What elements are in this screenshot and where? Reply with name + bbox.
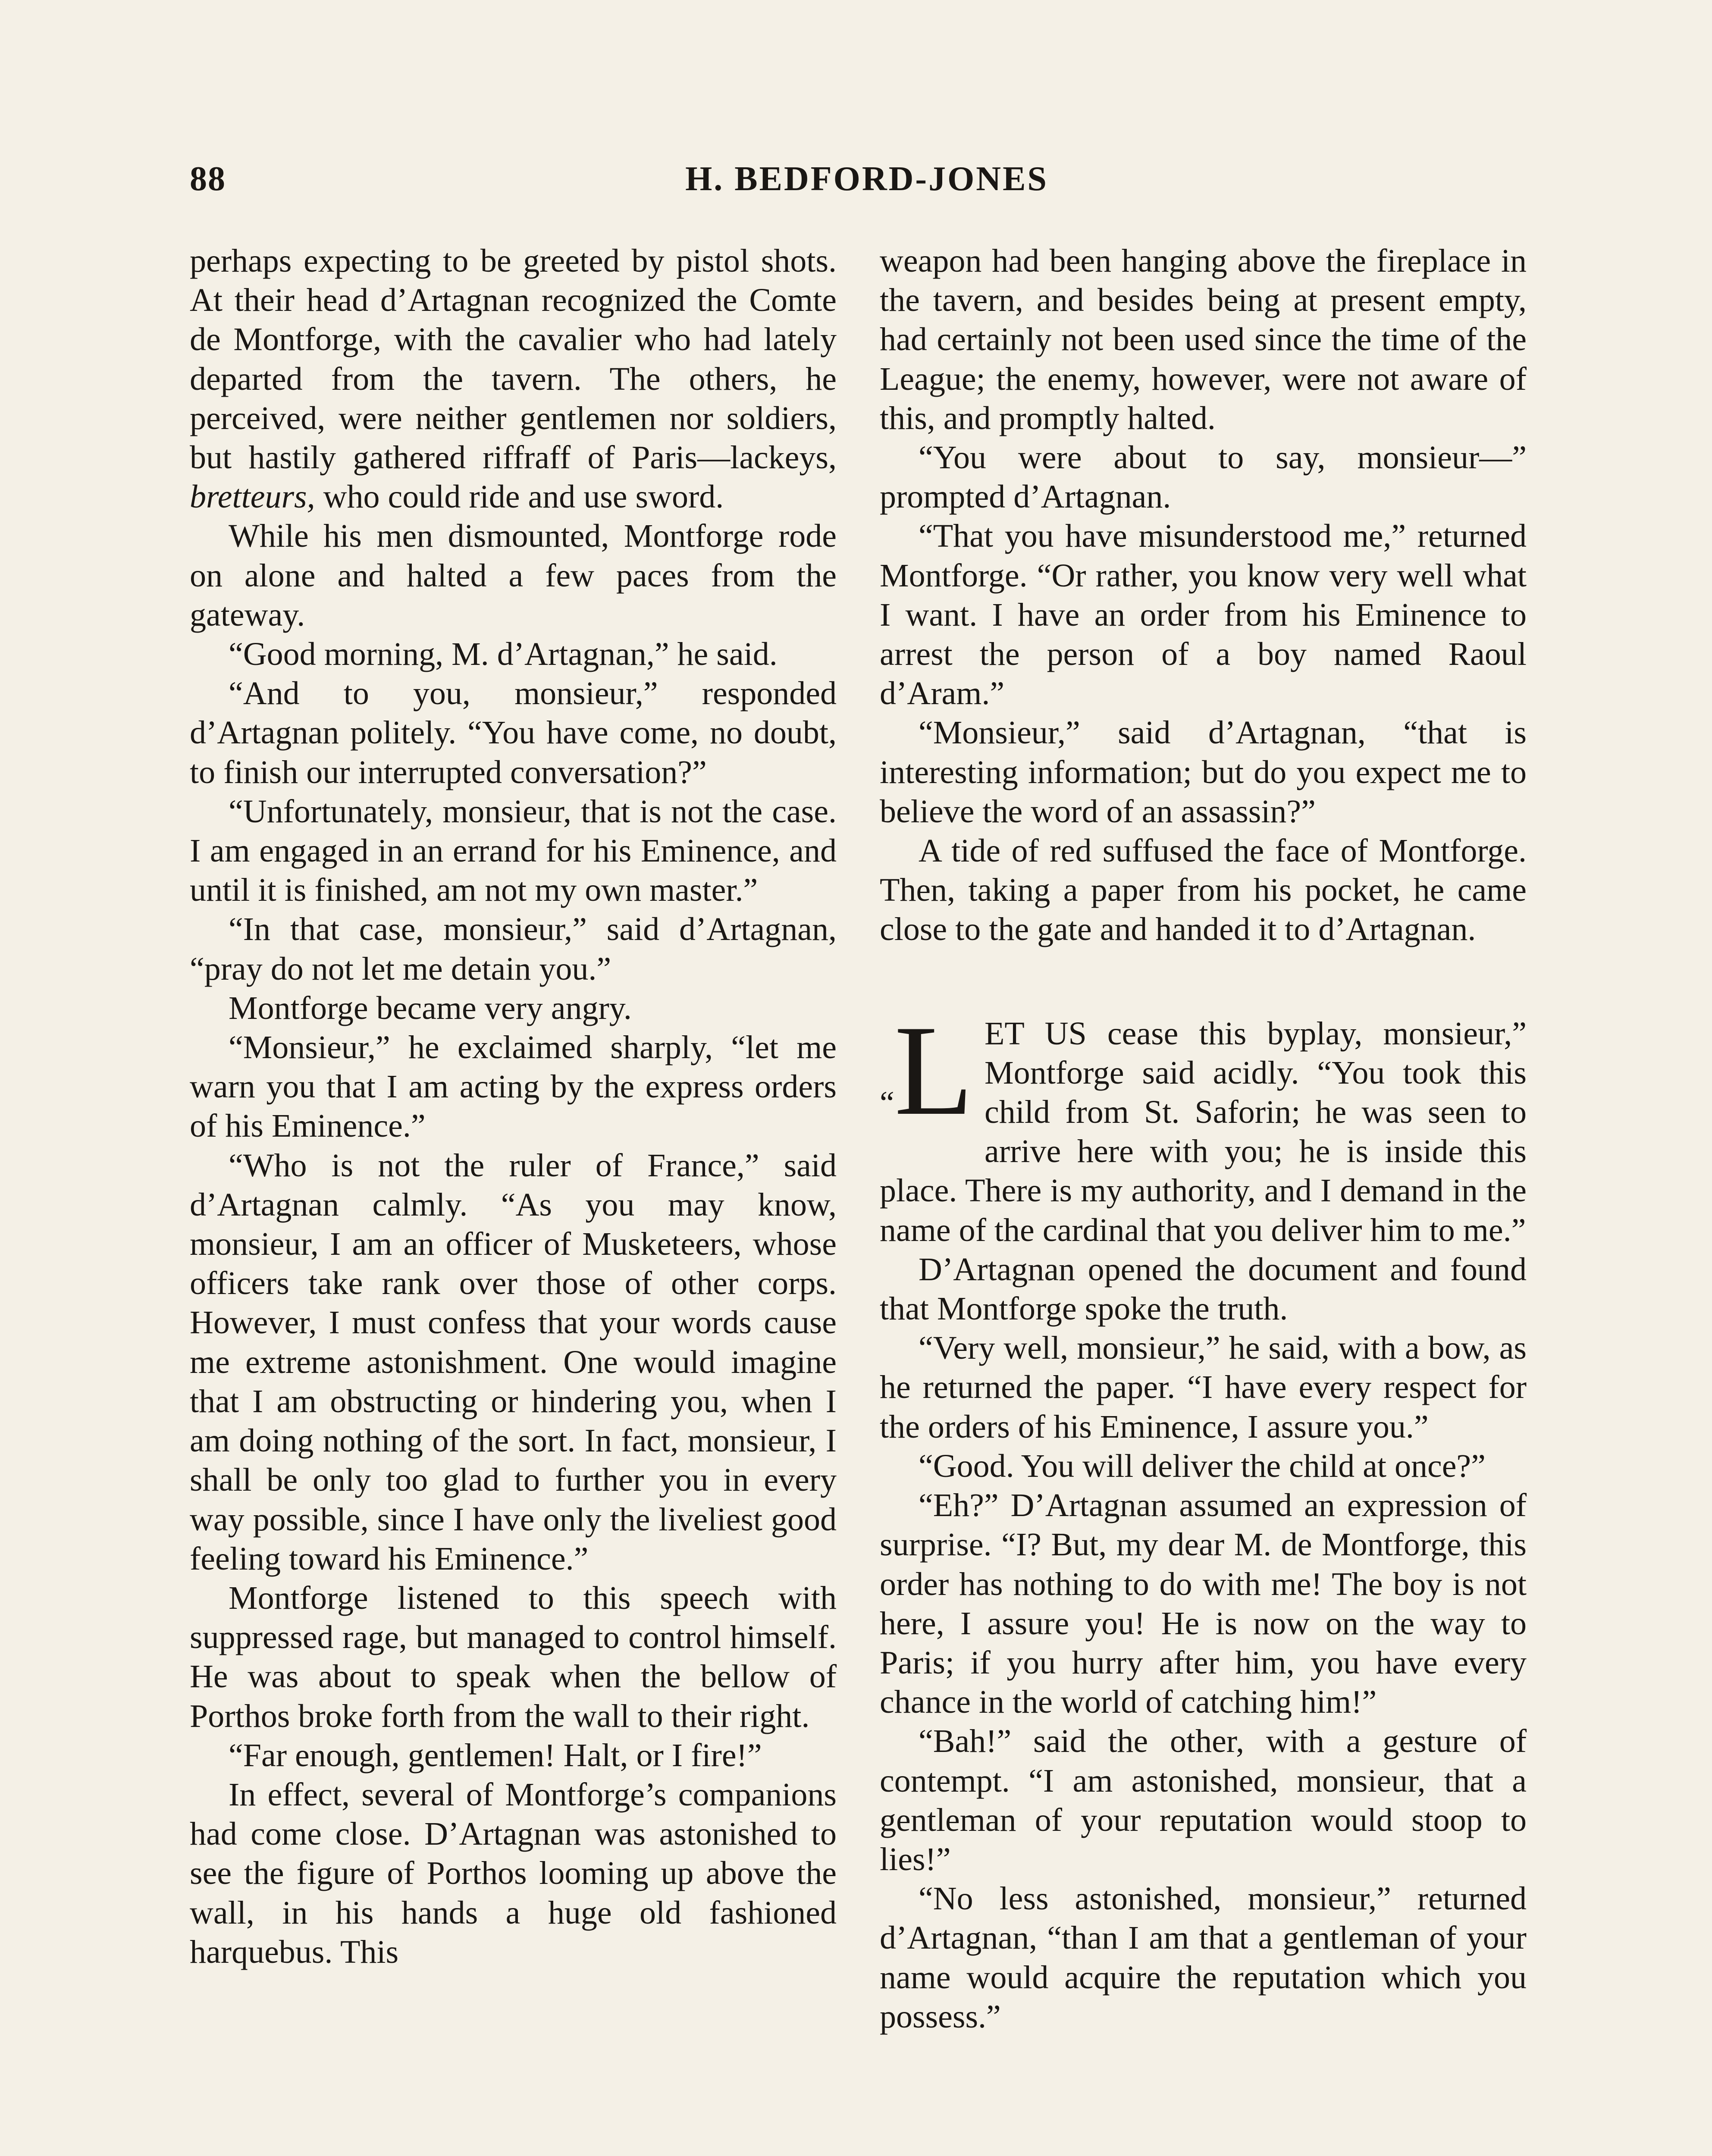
paragraph: A tide of red suffused the face of Montforge. Then, taking a paper from his pocket, he came close to the gate and handed it to d’Artagnan. bbox=[880, 833, 1527, 948]
paragraph: “And to you, monsieur,” responded d’Artagnan politely. “You have come, no doubt, to finish our interrupted conversation?” bbox=[190, 675, 837, 790]
paragraph: “Who is not the ruler of France,” said d’Artagnan calmly. “As you may know, monsieur, I am an officer of Musketeers, whose officers take rank over those of other corps. However, I must confess that your words cause me extreme astonishment. One would imagine that I am obstructing or hindering you, when I am doing nothing of the sort. In fact, monsieur, I shall be only too glad to further you in every way possible, since I have only the liveliest good feeling toward his Eminence.” bbox=[190, 1147, 837, 1577]
paragraph: D’Artagnan opened the document and found that Montforge spoke the truth. bbox=[880, 1251, 1527, 1327]
page-number: 88 bbox=[190, 160, 226, 198]
paragraph: In effect, several of Montforge’s companions had come close. D’Artagnan was astonished to see the figure of Porthos looming up above the wall, in his hands a huge old fashioned harquebus. This bbox=[190, 1776, 837, 1970]
paragraph: While his men dismounted, Montforge rode on alone and halted a few paces from the gateway. bbox=[190, 518, 837, 633]
paragraph: “In that case, monsieur,” said d’Artagnan, “pray do not let me detain you.” bbox=[190, 911, 837, 987]
paragraph: “Bah!” said the other, with a gesture of contempt. “I am astonished, monsieur, that a gentleman of your reputation would stoop to lies!” bbox=[880, 1723, 1527, 1877]
paragraph: Montforge became very angry. bbox=[229, 990, 632, 1026]
paragraph: “No less astonished, monsieur,” returned d’Artagnan, “than I am that a gentleman of your name would acquire the reputation which you possess.” bbox=[880, 1880, 1527, 2035]
section-start-paragraph: “L ET US cease this byplay, monsieur,” Montforge said acidly. “You took this child from St. Saforin; he was seen to arrive here with you; he is inside this place. There is my authority, and I demand in the name of the cardinal that you deliver him to me.” bbox=[880, 998, 1527, 1248]
paragraph: “That you have misunderstood me,” returned Montforge. “Or rather, you know very well what I want. I have an order from his Eminence to arrest the person of a boy named Raoul d’Aram.” bbox=[880, 518, 1527, 712]
paragraph: “Very well, monsieur,” he said, with a bow, as he returned the paper. “I have every respect for the orders of his Eminence, I assure you.” bbox=[880, 1330, 1527, 1445]
paragraph: “Monsieur,” he exclaimed sharply, “let me warn you that I am acting by the express orders of his Eminence.” bbox=[190, 1029, 837, 1144]
page-header bbox=[190, 160, 1544, 207]
paragraph: “You were about to say, monsieur—” prompted d’Artagnan. bbox=[880, 439, 1527, 515]
paragraph: perhaps expecting to be greeted by pistol shots. At their head d’Artagnan recognized the Comte de Montforge, with the cavalier who had lately departed from the tavern. The others, he perceived, were neither gentlemen nor soldiers, but hastily gathered riffraff of Paris—lackeys, bretteurs, who could ride and use sword. bbox=[190, 243, 837, 515]
left-column bbox=[190, 241, 837, 1972]
paragraph: Montforge listened to this speech with suppressed rage, but managed to control himself. He was about to speak when the bellow of Porthos broke forth from the wall to their right. bbox=[190, 1579, 837, 1734]
paragraph: “Good. You will deliver the child at once?” bbox=[919, 1448, 1486, 1484]
paragraph: “Far enough, gentlemen! Halt, or I fire!” bbox=[229, 1737, 762, 1774]
paragraph: “Good morning, M. d’Artagnan,” he said. bbox=[229, 636, 778, 673]
italic-term: bretteurs, bbox=[190, 479, 315, 515]
paragraph: “Unfortunately, monsieur, that is not the case. I am engaged in an errand for his Eminence, and until it is finished, am not my own master.” bbox=[190, 793, 837, 909]
drop-cap: “L bbox=[880, 998, 973, 1142]
running-head: H. BEDFORD-JONES bbox=[685, 160, 1048, 198]
paragraph: “Monsieur,” said d’Artagnan, “that is interesting information; but do you expect me to believe the word of an assassin?” bbox=[880, 714, 1527, 830]
paragraph: weapon had been hanging above the fireplace in the tavern, and besides being at present empty, had certainly not been used since the time of the League; the enemy, however, were not aware of this, and promptly halted. bbox=[880, 243, 1527, 436]
right-column bbox=[880, 241, 1527, 2037]
paragraph: “Eh?” D’Artagnan assumed an expression of surprise. “I? But, my dear M. de Montforge, this order has nothing to do with me! The boy is not here, I assure you! He is now on the way to Paris; if you hurry after him, you have every chance in the world of catching him!” bbox=[880, 1487, 1527, 1720]
